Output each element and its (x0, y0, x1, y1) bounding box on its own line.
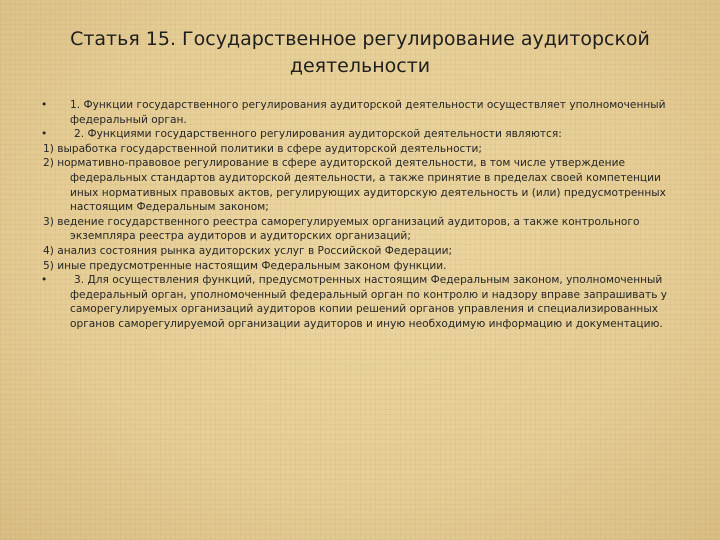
bullet-icon: • (41, 128, 48, 141)
numbered-item-text: 4) анализ состояния рынка аудиторских услуг в Российской Федерации; (43, 244, 453, 257)
bullet-icon: • (41, 274, 48, 287)
bullet-item-1 (40, 98, 690, 127)
slide-body (40, 98, 690, 332)
bullet-item-text: 2. Функциями государственного регулирования аудиторской деятельности являются: (74, 128, 562, 141)
numbered-item-2 (40, 156, 690, 214)
numbered-item-text: 1) выработка государственной политики в сфере аудиторской деятельности; (43, 142, 483, 155)
slide-title-line-2: деятельности (289, 55, 431, 77)
bullet-icon: • (41, 99, 48, 111)
numbered-item-5 (40, 259, 690, 274)
slide-title-line-1: Статья 15. Государственное регулирование аудиторской (70, 28, 650, 50)
numbered-item-3 (40, 215, 690, 244)
bullet-item-text: 1. Функции государственного регулирования аудиторской деятельности осуществляет уполномоченный федеральный орган. (70, 99, 666, 126)
bullet-item-2 (40, 127, 690, 142)
numbered-item-4 (40, 244, 690, 259)
bullet-item-text: 3. Для осуществления функций, предусмотренных настоящим Федеральным законом, уполномоченный федеральный орган, уполномоченный федеральный орган по контролю и надзору вправе запрашивать у саморегулируемых организаций аудиторов копии решений органов управления и специализированных органов саморегулируемой организации аудиторов и иную необходимую информацию и документацию. (70, 274, 668, 330)
numbered-item-text: 3) ведение государственного реестра саморегулируемых организаций аудиторов, а также контрольного экземпляра реестра аудиторов и аудиторских организаций; (43, 215, 640, 243)
numbered-item-text: 2) нормативно-правовое регулирование в сфере аудиторской деятельности, в том числе утверждение федеральных стандартов аудиторской деятельности, а также принятие в пределах своей компетенции иных нормативных правовых актов, регулирующих аудиторскую деятельность и (или) предусмотренных настоящим Федеральным законом; (43, 157, 666, 214)
numbered-item-1 (40, 142, 690, 157)
bullet-item-3 (40, 273, 690, 331)
numbered-item-text: 5) иные предусмотренные настоящим Федеральным законом функции. (43, 259, 447, 272)
slide-title (60, 26, 660, 80)
